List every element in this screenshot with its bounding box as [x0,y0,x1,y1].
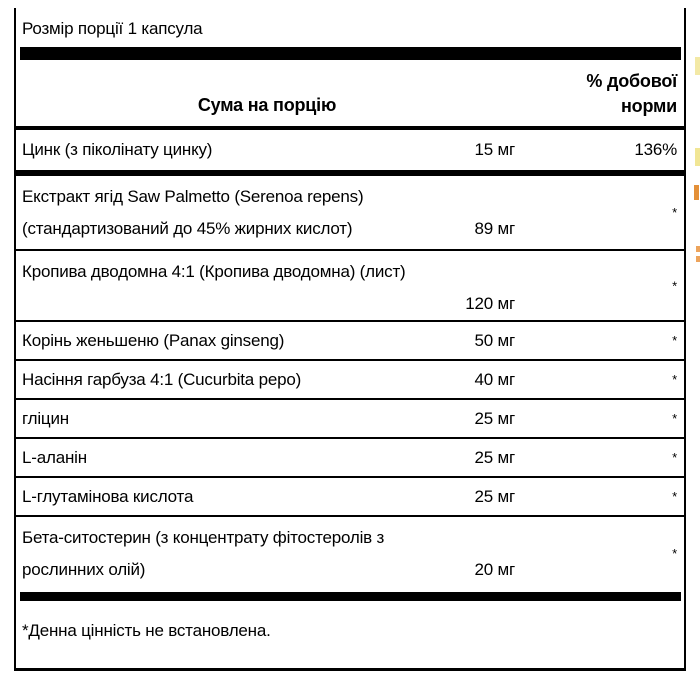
ingredient-name [22,181,420,245]
ingredient-daily-value: * [672,489,677,504]
ingredient-name-line2: (стандартизований до 45% жирних кислот) [22,219,353,238]
ingredient-name-line2: рослинних олій) [22,560,146,579]
ingredient-name: Насіння гарбуза 4:1 (Cucurbita pepo) [22,370,302,389]
table-row-glycine [16,400,684,437]
ingredient-amount: 20 мг [474,560,515,579]
ingredient-name: L-аланін [22,448,87,467]
top-divider-bar [20,47,681,60]
cutoff-fragment [694,185,699,200]
ingredient-name: Кропива дводомна 4:1 (Кропива дводомна) (лист) [22,262,406,281]
cutoff-fragment [696,246,700,252]
ingredient-daily-value: * [672,333,677,348]
serving-size-text: Розмір порції 1 капсула [22,19,203,38]
table-row-zinc [16,130,684,170]
ingredient-name: L-глутамінова кислота [22,487,194,506]
ingredient-amount: 40 мг [474,370,515,389]
ingredient-amount: 120 мг [465,294,515,313]
ingredient-daily-value: * [672,278,677,293]
table-header-row [16,60,684,126]
header-daily-value [512,60,677,126]
table-row-pumpkin-seed [16,361,684,398]
ingredient-daily-value: * [672,450,677,465]
table-row-ginseng [16,322,684,359]
ingredient-amount: 15 мг [474,140,515,159]
table-row-beta-sitosterol [16,517,684,592]
table-row-l-glutamic-acid [16,478,684,515]
supplement-facts-table [14,8,686,671]
ingredient-daily-value: * [672,372,677,387]
cutoff-fragment [696,256,700,262]
header-daily-value-line2: норми [620,96,677,116]
ingredient-daily-value: * [672,411,677,426]
daily-value-footnote: *Денна цінність не встановлена. [22,621,271,640]
table-row-saw-palmetto [16,176,684,249]
ingredient-amount: 25 мг [474,487,515,506]
ingredient-name: гліцин [22,409,69,428]
bottom-divider-bar [20,592,681,601]
ingredient-amount: 25 мг [474,448,515,467]
ingredient-daily-value: 136% [634,140,677,159]
ingredient-daily-value: * [672,205,677,220]
table-row-l-alanine [16,439,684,476]
cutoff-fragment [695,148,700,166]
table-row-nettle [16,251,684,320]
ingredient-name-line1: Екстракт ягід Saw Palmetto (Serenoa repens) [22,187,364,206]
ingredient-name [22,522,420,586]
ingredient-amount: 25 мг [474,409,515,428]
header-daily-value-line1: % добової [586,71,677,91]
ingredient-amount: 50 мг [474,331,515,350]
ingredient-amount: 89 мг [474,219,515,238]
ingredient-name: Цинк (з піколінату цинку) [22,140,213,159]
ingredient-daily-value: * [672,546,677,561]
ingredient-name-line1: Бета-ситостерин (з концентрату фітостеролів з [22,528,385,547]
header-amount-per-serving: Сума на порцію [197,95,337,115]
ingredient-name: Корінь женьшеню (Panax ginseng) [22,331,285,350]
cutoff-fragment [695,57,700,75]
